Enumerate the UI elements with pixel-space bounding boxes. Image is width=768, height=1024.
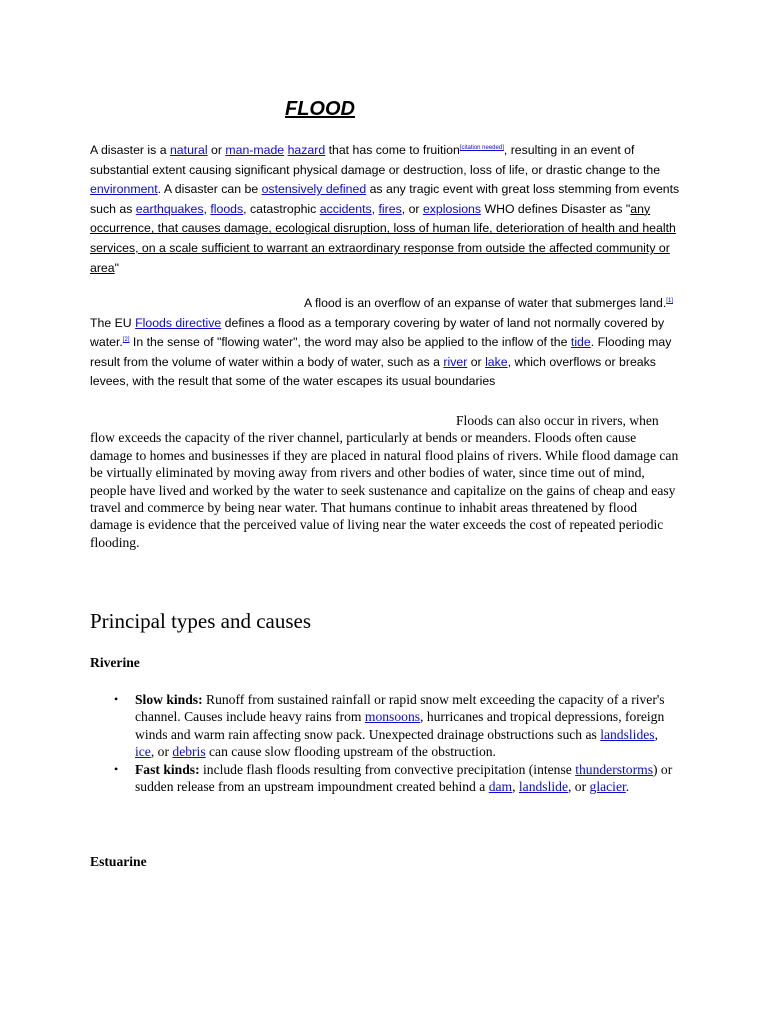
link-man-made[interactable]: man-made: [225, 143, 285, 157]
link-glacier[interactable]: glacier: [589, 779, 626, 795]
link-floods[interactable]: floods: [210, 201, 244, 216]
subheading-riverine: Riverine: [90, 655, 140, 670]
text-span: , catastrophic: [243, 201, 320, 216]
citation-needed-ref[interactable]: [460, 145, 504, 151]
text-span: , hurricanes and tropical depressions, foreign winds and warm rain affecting snow pack. Unexpected drainage obstructions such as: [135, 709, 665, 742]
link-hazard[interactable]: hazard: [287, 143, 326, 157]
rivers-paragraph: [90, 412, 680, 551]
text-span: ,: [654, 726, 658, 742]
link-accidents[interactable]: accidents: [319, 201, 372, 216]
text-span: can cause slow flooding upstream of the obstruction.: [205, 744, 496, 760]
text-span: ) or sudden release from an upstream impoundment created behind a: [135, 761, 673, 795]
reference-2-link[interactable]: [2]: [122, 337, 130, 344]
link-fires[interactable]: fires: [378, 201, 402, 216]
text-span: . Flooding may result from the volume of water within a body of water, such as a: [90, 335, 672, 369]
link-ice[interactable]: ice: [135, 744, 151, 760]
link-floods-directive[interactable]: Floods directive: [135, 315, 222, 330]
link-environment[interactable]: environment: [90, 182, 158, 197]
link-monsoons[interactable]: monsoons: [364, 709, 421, 725]
text-span: ,: [371, 201, 379, 216]
text-span: as any tragic event with great loss stemming from events such as: [90, 182, 680, 216]
text-span: . A disaster can be: [157, 182, 262, 197]
flood-definition-paragraph: [90, 294, 690, 392]
text-span: Runoff from sustained rainfall or rapid snow melt exceeding the capacity of a river's channel. Causes include heavy rains from: [135, 692, 665, 725]
text-span: In the sense of "flowing water", the word may also be applied to the inflow of the: [129, 335, 571, 350]
text-span: ,: [203, 201, 211, 216]
link-dam[interactable]: dam: [488, 779, 513, 795]
citation-needed-link[interactable]: [citation needed]: [459, 144, 504, 151]
text-span: The EU: [90, 315, 136, 330]
list-item-fast-kinds: [90, 761, 680, 796]
link-tide[interactable]: tide: [570, 335, 591, 350]
text-span: , resulting in an event of substantial extent causing significant physical damage or destruction, loss of life, or drastic change to the: [90, 143, 661, 177]
link-river[interactable]: river: [443, 354, 468, 369]
link-lake[interactable]: lake: [485, 354, 508, 369]
text-span: defines a flood as a temporary covering by water of land not normally covered by water.: [90, 315, 665, 350]
slow-kinds-label: Slow kinds:: [135, 692, 203, 707]
reference-1[interactable]: [666, 298, 673, 304]
text-span: A disaster is a: [90, 143, 170, 157]
link-earthquakes[interactable]: earthquakes: [135, 201, 204, 216]
text-span: ,: [512, 779, 519, 795]
link-ostensively-defined[interactable]: ostensively defined: [261, 182, 367, 197]
disaster-paragraph: [90, 141, 690, 278]
link-natural[interactable]: natural: [169, 143, 208, 157]
link-thunderstorms[interactable]: thunderstorms: [575, 761, 653, 777]
bullet-icon: •: [114, 692, 119, 706]
text-span: , or: [401, 201, 423, 216]
riverine-types-list: [90, 691, 680, 795]
section-heading-principal-types: Principal types and causes: [90, 609, 312, 633]
text-span: WHO defines Disaster as ": [481, 201, 631, 216]
text-span: ": [114, 260, 119, 275]
text-span: , which overflows or breaks levees, with the result that some of the water escapes its usual boundaries: [90, 354, 656, 389]
reference-1-link[interactable]: [1]: [666, 297, 673, 304]
text-span: or: [467, 354, 486, 369]
text-span: Floods can also occur in rivers, when flow exceeds the capacity of the river channel, particularly at bends or meanders. Floods often cause damage to homes and businesses if they are placed in natural flood plains of rivers. While flood damage can be virtually eliminated by moving away from rivers and other bodies of water, since time out of mind, people have lived and worked by the water to seek sustenance and capitalize on the gains of cheap and easy travel and commerce by being near water. That humans continue to inhabit areas threatened by flood damage is evidence that the perceived value of living near the water exceeds the cost of repeated periodic flooding.: [90, 413, 679, 550]
link-landslide[interactable]: landslide: [518, 779, 568, 795]
text-span: .: [625, 779, 630, 795]
link-debris[interactable]: debris: [172, 744, 206, 760]
text-span: include flash floods resulting from convective precipitation (intense: [199, 761, 576, 777]
page-title: FLOOD: [285, 98, 355, 120]
bullet-icon: •: [114, 761, 119, 776]
who-definition-quote: any occurrence, that causes damage, ecological disruption, loss of human life, deterioration of health and health services, on a scale sufficient to warrant an extraordinary response from outside the affected community or area: [90, 201, 676, 275]
text-span: A flood is an overflow of an expanse of water that submerges land.: [304, 296, 667, 310]
text-span: that has come to fruition: [325, 143, 460, 157]
text-span: or: [207, 143, 226, 157]
text-span: , or: [150, 744, 173, 760]
link-landslides[interactable]: landslides: [600, 726, 655, 742]
list-item-slow-kinds: [90, 691, 680, 761]
link-explosions[interactable]: explosions: [422, 201, 482, 216]
text-span: , or: [568, 779, 590, 795]
fast-kinds-label: Fast kinds:: [135, 761, 200, 777]
subheading-estuarine: Estuarine: [90, 854, 147, 869]
